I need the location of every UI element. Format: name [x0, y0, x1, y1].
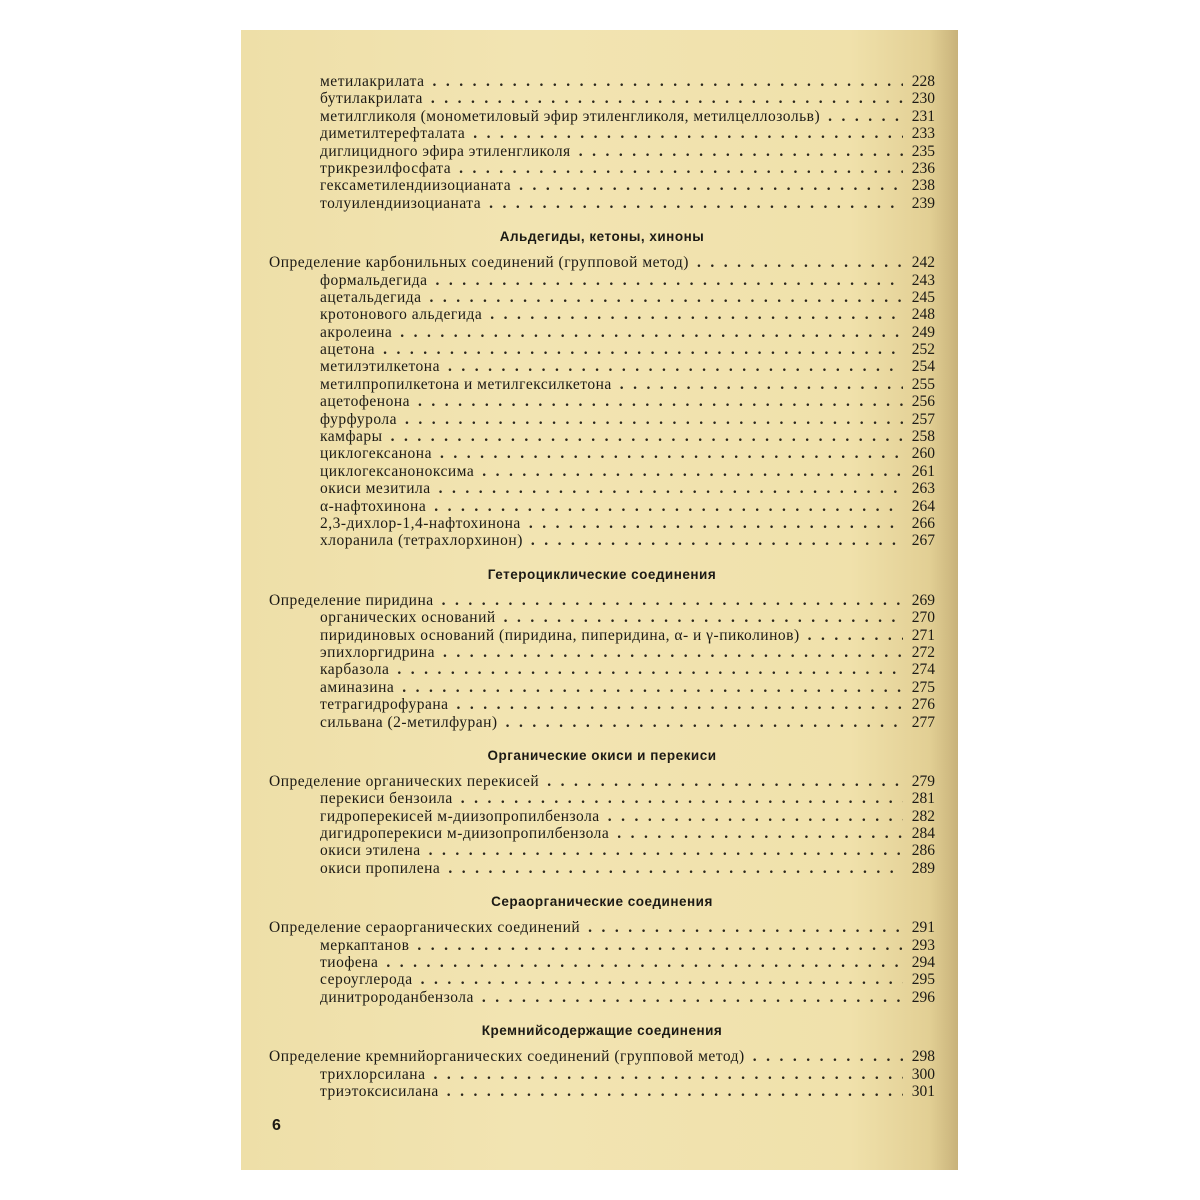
toc-entry[interactable]	[269, 1083, 935, 1100]
toc-entry-label: Определение пиридина	[269, 591, 434, 609]
dot-leader	[439, 480, 903, 497]
toc-entry-label: толуилендиизоцианата	[320, 194, 482, 212]
toc-entry-label: сероуглерода	[320, 971, 413, 989]
toc-entry-label: метилгликоля (монометиловый эфир этиленгликоля, метилцеллозольв)	[320, 107, 821, 125]
toc-entry[interactable]	[269, 790, 935, 807]
toc-entry-page: 295	[911, 971, 935, 989]
toc-entry[interactable]	[269, 463, 935, 480]
toc-entry-label: диглицидного эфира этиленгликоля	[320, 142, 571, 160]
toc-entry-label: Определение сераорганических соединений	[269, 919, 581, 937]
toc-entry[interactable]	[269, 609, 935, 626]
toc-entry-page: 267	[911, 532, 935, 550]
dot-leader	[617, 825, 903, 842]
toc-entry-page: 245	[911, 288, 935, 306]
toc-entry-label: тиофена	[320, 954, 379, 972]
dot-leader	[588, 919, 903, 936]
toc-entry[interactable]	[269, 411, 935, 428]
dot-leader	[383, 341, 903, 358]
toc-entry[interactable]	[269, 860, 935, 877]
toc-entry[interactable]	[269, 954, 935, 971]
toc-entry-page: 258	[911, 428, 935, 446]
dot-leader	[434, 498, 903, 515]
toc-entry-page: 252	[911, 341, 935, 359]
dot-leader	[459, 160, 903, 177]
toc-entry-page: 296	[911, 988, 935, 1006]
toc-entry[interactable]	[269, 661, 935, 678]
toc-entry-label: трикрезилфосфата	[320, 159, 452, 177]
toc-entry-page: 277	[911, 713, 935, 731]
toc-entry[interactable]	[269, 825, 935, 842]
section-heading: Альдегиды, кетоны, хиноны	[499, 229, 705, 245]
dot-leader	[489, 195, 903, 212]
toc-entry-label: аминазина	[320, 678, 395, 696]
toc-entry-page: 249	[911, 323, 935, 341]
toc-entry-label: 2,3-дихлор-1,4-нафтохинона	[320, 514, 521, 532]
dot-leader	[433, 1066, 903, 1083]
toc-entry-label: окиси мезитила	[320, 480, 431, 498]
toc-entry-label: окиси этилена	[320, 842, 421, 860]
toc-entry[interactable]	[269, 254, 935, 271]
dot-leader	[753, 1048, 903, 1065]
toc-entry[interactable]	[269, 393, 935, 410]
toc-entry-label: карбазола	[320, 661, 390, 679]
dot-leader	[429, 842, 903, 859]
dot-leader	[386, 954, 903, 971]
toc-entry-page: 291	[911, 919, 935, 937]
section-heading: Сераорганические соединения	[491, 894, 713, 910]
toc-entry[interactable]	[269, 627, 935, 644]
toc-entry[interactable]	[269, 919, 935, 936]
dot-leader	[828, 108, 903, 125]
toc-entry-label: α-нафтохинона	[320, 497, 427, 515]
toc-entry-label: бутилакрилата	[320, 90, 423, 108]
toc-entry-label: эпихлоргидрина	[320, 643, 435, 661]
toc-entry[interactable]	[269, 445, 935, 462]
page-number: 6	[272, 1117, 281, 1134]
toc-entry[interactable]	[269, 428, 935, 445]
dot-leader	[397, 661, 903, 678]
dot-leader	[482, 989, 903, 1006]
toc-entry-page: 276	[911, 696, 935, 714]
toc-entry-page: 238	[911, 177, 935, 195]
toc-entry-page: 293	[911, 936, 935, 954]
toc-entry[interactable]	[269, 773, 935, 790]
toc-entry-page: 242	[911, 254, 935, 272]
toc-entry-page: 270	[911, 609, 935, 627]
toc-entry[interactable]	[269, 480, 935, 497]
toc-entry[interactable]	[269, 842, 935, 859]
toc-entry-label: фурфурола	[320, 410, 397, 428]
toc-entry-page: 286	[911, 842, 935, 860]
toc-entry-label: гидроперекисей м-диизопропилбензола	[320, 807, 600, 825]
section-heading: Кремнийсодержащие соединения	[481, 1023, 723, 1039]
toc-entry-label: Определение органических перекисей	[269, 772, 540, 790]
toc-entry[interactable]	[269, 108, 935, 125]
toc-entry-label: триэтоксисилана	[320, 1082, 439, 1100]
toc-entry-label: перекиси бензоила	[320, 790, 453, 808]
dot-leader	[506, 714, 903, 731]
toc-entry-label: тетрагидрофурана	[320, 696, 449, 714]
toc-entry-label: ацетона	[320, 341, 376, 359]
toc-entry-label: хлоранила (тетрахлорхинон)	[320, 532, 523, 550]
toc-entry[interactable]	[269, 498, 935, 515]
dot-leader	[440, 445, 903, 462]
dot-leader	[402, 679, 903, 696]
toc-entry-page: 260	[911, 445, 935, 463]
toc-entry-page: 257	[911, 410, 935, 428]
toc-entry[interactable]	[269, 341, 935, 358]
toc-entry-label: кротонового альдегида	[320, 306, 483, 324]
toc-entry[interactable]	[269, 73, 935, 90]
book-page	[241, 30, 958, 1170]
toc-entry-page: 266	[911, 514, 935, 532]
toc-entry-page: 275	[911, 678, 935, 696]
toc-entry-page: 243	[911, 271, 935, 289]
toc-entry-page: 235	[911, 142, 935, 160]
toc-entry-page: 233	[911, 125, 935, 143]
section-heading: Гетероциклические соединения	[487, 566, 717, 582]
toc-entry[interactable]	[269, 714, 935, 731]
toc-entry-page: 254	[911, 358, 935, 376]
section-heading: Органические окиси и перекиси	[487, 747, 717, 763]
toc-entry-label: акролеина	[320, 323, 393, 341]
toc-entry-label: Определение карбонильных соединений (групповой метод)	[269, 254, 689, 272]
toc-entry-page: 301	[911, 1082, 935, 1100]
dot-leader	[418, 393, 903, 410]
toc-entry[interactable]	[269, 937, 935, 954]
toc-entry[interactable]	[269, 125, 935, 142]
toc-entry[interactable]	[269, 1066, 935, 1083]
dot-leader	[697, 254, 903, 271]
toc-entry[interactable]	[269, 808, 935, 825]
toc-entry-page: 264	[911, 497, 935, 515]
toc-entry-page: 289	[911, 859, 935, 877]
toc-entry-page: 263	[911, 480, 935, 498]
dot-leader	[448, 358, 903, 375]
dot-leader	[482, 463, 903, 480]
toc-entry[interactable]	[269, 1048, 935, 1065]
table-of-contents	[269, 73, 935, 1100]
toc-entry[interactable]	[269, 644, 935, 661]
dot-leader	[405, 411, 903, 428]
dot-leader	[490, 306, 903, 323]
dot-leader	[433, 73, 903, 90]
dot-leader	[579, 143, 903, 160]
toc-entry[interactable]	[269, 696, 935, 713]
toc-entry[interactable]	[269, 358, 935, 375]
toc-entry-page: 274	[911, 661, 935, 679]
toc-entry-label: органических оснований	[320, 609, 496, 627]
toc-entry[interactable]	[269, 515, 935, 532]
dot-leader	[436, 272, 903, 289]
toc-entry[interactable]	[269, 376, 935, 393]
dot-leader	[529, 515, 903, 532]
toc-entry[interactable]	[269, 306, 935, 323]
dot-leader	[531, 532, 903, 549]
toc-entry-page: 272	[911, 643, 935, 661]
dot-leader	[417, 937, 903, 954]
toc-entry[interactable]	[269, 289, 935, 306]
toc-entry[interactable]	[269, 679, 935, 696]
toc-entry-page: 284	[911, 825, 935, 843]
toc-entry-label: динитророданбензола	[320, 988, 474, 1006]
toc-entry-page: 294	[911, 954, 935, 972]
toc-entry-label: окиси пропилена	[320, 859, 441, 877]
toc-entry-page: 248	[911, 306, 935, 324]
dot-leader	[442, 592, 903, 609]
toc-entry-label: циклогексанона	[320, 445, 432, 463]
dot-leader	[504, 609, 903, 626]
dot-leader	[608, 808, 903, 825]
dot-leader	[457, 696, 904, 713]
toc-entry[interactable]	[269, 971, 935, 988]
toc-entry-page: 236	[911, 159, 935, 177]
toc-entry-page: 228	[911, 73, 935, 90]
toc-entry-label: трихлорсилана	[320, 1065, 426, 1083]
toc-entry[interactable]	[269, 532, 935, 549]
toc-entry[interactable]	[269, 143, 935, 160]
toc-entry-page: 282	[911, 807, 935, 825]
dot-leader	[400, 324, 903, 341]
toc-entry-page: 281	[911, 790, 935, 808]
toc-entry-label: диметилтерефталата	[320, 125, 466, 143]
toc-entry-page: 239	[911, 194, 935, 212]
toc-entry[interactable]	[269, 160, 935, 177]
toc-entry-page: 269	[911, 591, 935, 609]
toc-entry-page: 298	[911, 1048, 935, 1066]
toc-entry-label: сильвана (2-метилфуран)	[320, 713, 498, 731]
toc-entry-label: ацетальдегида	[320, 288, 422, 306]
toc-entry-label: метилпропилкетона и метилгексилкетона	[320, 375, 612, 393]
toc-entry-label: пиридиновых оснований (пиридина, пиперидина, α- и γ-пиколинов)	[320, 626, 800, 644]
toc-entry-label: формальдегида	[320, 271, 428, 289]
dot-leader	[473, 125, 903, 142]
toc-entry-page: 256	[911, 393, 935, 411]
dot-leader	[519, 177, 903, 194]
dot-leader	[447, 1083, 903, 1100]
toc-entry-label: гексаметилендиизоцианата	[320, 177, 512, 195]
toc-entry[interactable]	[269, 177, 935, 194]
toc-entry-label: меркаптанов	[320, 936, 410, 954]
toc-entry-page: 279	[911, 772, 935, 790]
dot-leader	[430, 289, 903, 306]
toc-entry-label: циклогексаноноксима	[320, 462, 475, 480]
dot-leader	[391, 428, 903, 445]
dot-leader	[461, 790, 903, 807]
toc-entry-page: 231	[911, 107, 935, 125]
toc-entry-page: 230	[911, 90, 935, 108]
toc-entry-label: ацетофенона	[320, 393, 411, 411]
dot-leader	[421, 971, 903, 988]
toc-entry-label: метилакрилата	[320, 73, 425, 90]
toc-entry-page: 300	[911, 1065, 935, 1083]
toc-entry-page: 271	[911, 626, 935, 644]
dot-leader	[443, 644, 903, 661]
dot-leader	[448, 860, 903, 877]
toc-entry-label: Определение кремнийорганических соединений (групповой метод)	[269, 1048, 745, 1066]
toc-entry-label: дигидроперекиси м-диизопропилбензола	[320, 825, 610, 843]
dot-leader	[620, 376, 903, 393]
toc-entry[interactable]	[269, 989, 935, 1006]
dot-leader	[431, 90, 903, 107]
toc-entry[interactable]	[269, 592, 935, 609]
toc-entry[interactable]	[269, 324, 935, 341]
toc-entry-label: метилэтилкетона	[320, 358, 440, 376]
toc-entry-page: 261	[911, 462, 935, 480]
toc-entry[interactable]	[269, 272, 935, 289]
toc-entry[interactable]	[269, 195, 935, 212]
toc-entry[interactable]	[269, 90, 935, 107]
dot-leader	[547, 773, 903, 790]
toc-entry-label: камфары	[320, 428, 383, 446]
dot-leader	[808, 627, 903, 644]
toc-entry-page: 255	[911, 375, 935, 393]
